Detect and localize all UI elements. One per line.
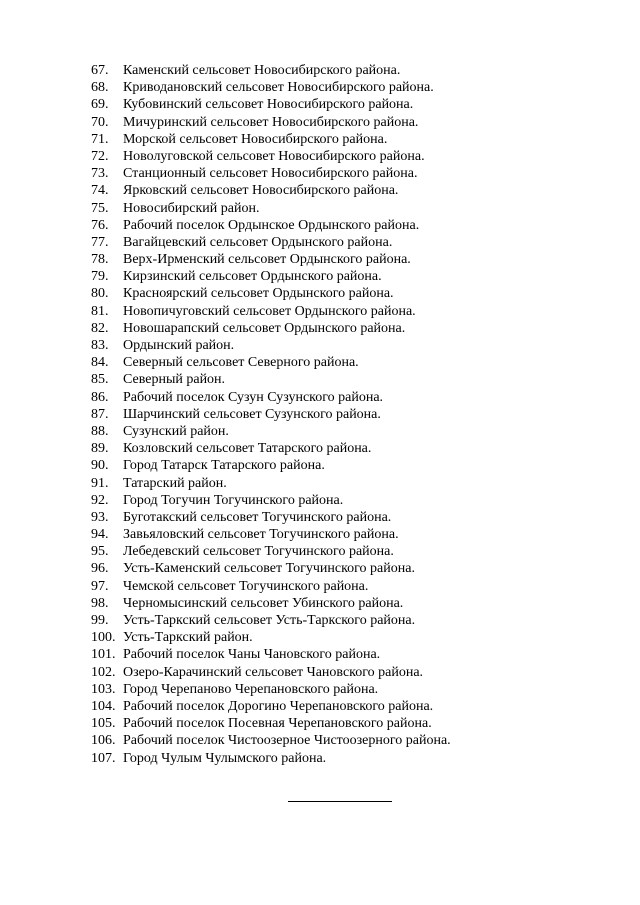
item-text: Рабочий поселок Чистоозерное Чистоозерного района. <box>123 733 451 749</box>
item-number: 76. <box>91 217 109 233</box>
item-number: 98. <box>91 595 109 611</box>
item-text: Усть-Таркский район. <box>123 630 253 646</box>
list-item <box>91 457 451 474</box>
item-text: Кирзинский сельсовет Ордынского района. <box>123 269 382 285</box>
item-number: 89. <box>91 441 109 457</box>
item-text: Криводановский сельсовет Новосибирского района. <box>123 80 434 96</box>
list-item <box>91 131 451 148</box>
item-number: 81. <box>91 303 109 319</box>
item-number: 72. <box>91 148 109 164</box>
list-item <box>91 629 451 646</box>
item-number: 86. <box>91 389 109 405</box>
item-text: Лебедевский сельсовет Тогучинского района. <box>123 544 394 560</box>
list-item <box>91 526 451 543</box>
item-text: Рабочий поселок Посевная Черепановского района. <box>123 716 432 732</box>
item-number: 87. <box>91 406 109 422</box>
list-item <box>91 303 451 320</box>
numbered-list <box>91 62 451 767</box>
item-number: 73. <box>91 166 109 182</box>
item-text: Рабочий поселок Чаны Чановского района. <box>123 647 381 663</box>
item-text: Татарский район. <box>123 475 227 491</box>
item-text: Ордынский район. <box>123 338 235 353</box>
list-item <box>91 750 451 767</box>
item-number: 68. <box>91 80 109 96</box>
list-item <box>91 62 451 79</box>
item-number: 67. <box>91 63 109 78</box>
list-item <box>91 251 451 268</box>
list-item <box>91 475 451 492</box>
item-text: Новопичуговский сельсовет Ордынского района. <box>123 303 416 319</box>
item-text: Город Черепаново Черепановского района. <box>123 681 379 697</box>
list-item <box>91 320 451 337</box>
item-text: Озеро-Карачинский сельсовет Чановского района. <box>123 664 424 680</box>
list-item <box>91 337 451 354</box>
list-item <box>91 595 451 612</box>
item-text: Станционный сельсовет Новосибирского района. <box>123 166 418 182</box>
item-number: 90. <box>91 458 109 474</box>
list-item <box>91 612 451 629</box>
item-text: Чемской сельсовет Тогучинского района. <box>123 578 369 594</box>
item-text: Новолуговской сельсовет Новосибирского района. <box>123 148 425 164</box>
item-text: Новошарапский сельсовет Ордынского района. <box>123 320 406 336</box>
item-text: Красноярский сельсовет Ордынского района. <box>123 286 394 302</box>
item-text: Каменский сельсовет Новосибирского района. <box>123 63 401 78</box>
list-item <box>91 440 451 457</box>
item-number: 80. <box>91 286 109 302</box>
list-item <box>91 217 451 234</box>
item-number: 69. <box>91 97 109 113</box>
list-item <box>91 423 451 440</box>
list-item <box>91 492 451 509</box>
list-item <box>91 200 451 217</box>
item-text: Город Тогучин Тогучинского района. <box>123 492 344 508</box>
item-text: Верх-Ирменский сельсовет Ордынского района. <box>123 252 411 268</box>
list-item <box>91 114 451 131</box>
item-text: Усть-Таркский сельсовет Усть-Таркского района. <box>123 613 416 628</box>
item-number: 102. <box>91 664 116 680</box>
list-item <box>91 406 451 423</box>
item-number: 107. <box>91 750 116 766</box>
list-item <box>91 96 451 113</box>
item-text: Кубовинский сельсовет Новосибирского района. <box>123 97 414 113</box>
list-item <box>91 285 451 302</box>
item-text: Козловский сельсовет Татарского района. <box>123 441 372 457</box>
list-item <box>91 732 451 749</box>
item-number: 97. <box>91 578 109 594</box>
list-item <box>91 389 451 406</box>
item-text: Черномысинский сельсовет Убинского района. <box>123 595 404 611</box>
list-item <box>91 165 451 182</box>
item-number: 100. <box>91 630 116 646</box>
item-text: Рабочий поселок Сузун Сузунского района. <box>123 389 384 405</box>
list-item <box>91 646 451 663</box>
item-number: 96. <box>91 561 109 577</box>
list-item <box>91 354 451 371</box>
list-item <box>91 182 451 199</box>
list-item <box>91 234 451 251</box>
item-text: Буготакский сельсовет Тогучинского района. <box>123 509 392 525</box>
list-item <box>91 698 451 715</box>
list-item <box>91 509 451 526</box>
list-item <box>91 371 451 388</box>
item-number: 78. <box>91 252 109 268</box>
item-number: 82. <box>91 320 109 336</box>
item-text: Вагайцевский сельсовет Ордынского района. <box>123 234 393 250</box>
item-number: 91. <box>91 475 109 491</box>
item-number: 106. <box>91 733 116 749</box>
list-item <box>91 664 451 681</box>
item-number: 101. <box>91 647 116 663</box>
item-text: Ярковский сельсовет Новосибирского района. <box>123 183 399 199</box>
list-item <box>91 578 451 595</box>
item-number: 85. <box>91 372 109 388</box>
list-item <box>91 715 451 732</box>
item-number: 95. <box>91 544 109 560</box>
item-number: 92. <box>91 492 109 508</box>
list-item <box>91 560 451 577</box>
item-number: 94. <box>91 527 109 543</box>
item-number: 88. <box>91 423 109 439</box>
item-text: Мичуринский сельсовет Новосибирского района. <box>123 114 419 130</box>
item-number: 99. <box>91 613 109 628</box>
item-text: Город Татарск Татарского района. <box>123 458 325 474</box>
item-text: Морской сельсовет Новосибирского района. <box>123 131 388 147</box>
list-item <box>91 268 451 285</box>
item-number: 75. <box>91 200 109 216</box>
item-number: 77. <box>91 234 109 250</box>
item-number: 93. <box>91 509 109 525</box>
item-text: Усть-Каменский сельсовет Тогучинского района. <box>123 561 415 577</box>
closing-rule <box>288 801 392 802</box>
item-text: Завьяловский сельсовет Тогучинского района. <box>123 527 399 543</box>
list-item <box>91 543 451 560</box>
list-item <box>91 681 451 698</box>
item-number: 70. <box>91 114 109 130</box>
item-text: Рабочий поселок Ордынское Ордынского района. <box>123 217 420 233</box>
item-number: 83. <box>91 338 109 353</box>
item-number: 103. <box>91 681 116 697</box>
item-text: Северный сельсовет Северного района. <box>123 355 359 371</box>
item-text: Рабочий поселок Дорогино Черепановского района. <box>123 698 434 714</box>
item-text: Северный район. <box>123 372 226 388</box>
item-text: Город Чулым Чулымского района. <box>123 750 327 766</box>
item-number: 84. <box>91 355 109 371</box>
item-text: Шарчинский сельсовет Сузунского района. <box>123 406 381 422</box>
item-number: 71. <box>91 131 109 147</box>
item-number: 105. <box>91 716 116 732</box>
item-number: 74. <box>91 183 109 199</box>
item-text: Новосибирский район. <box>123 200 260 216</box>
list-item <box>91 79 451 96</box>
item-number: 104. <box>91 698 116 714</box>
list-item <box>91 148 451 165</box>
item-number: 79. <box>91 269 109 285</box>
item-text: Сузунский район. <box>123 423 229 439</box>
